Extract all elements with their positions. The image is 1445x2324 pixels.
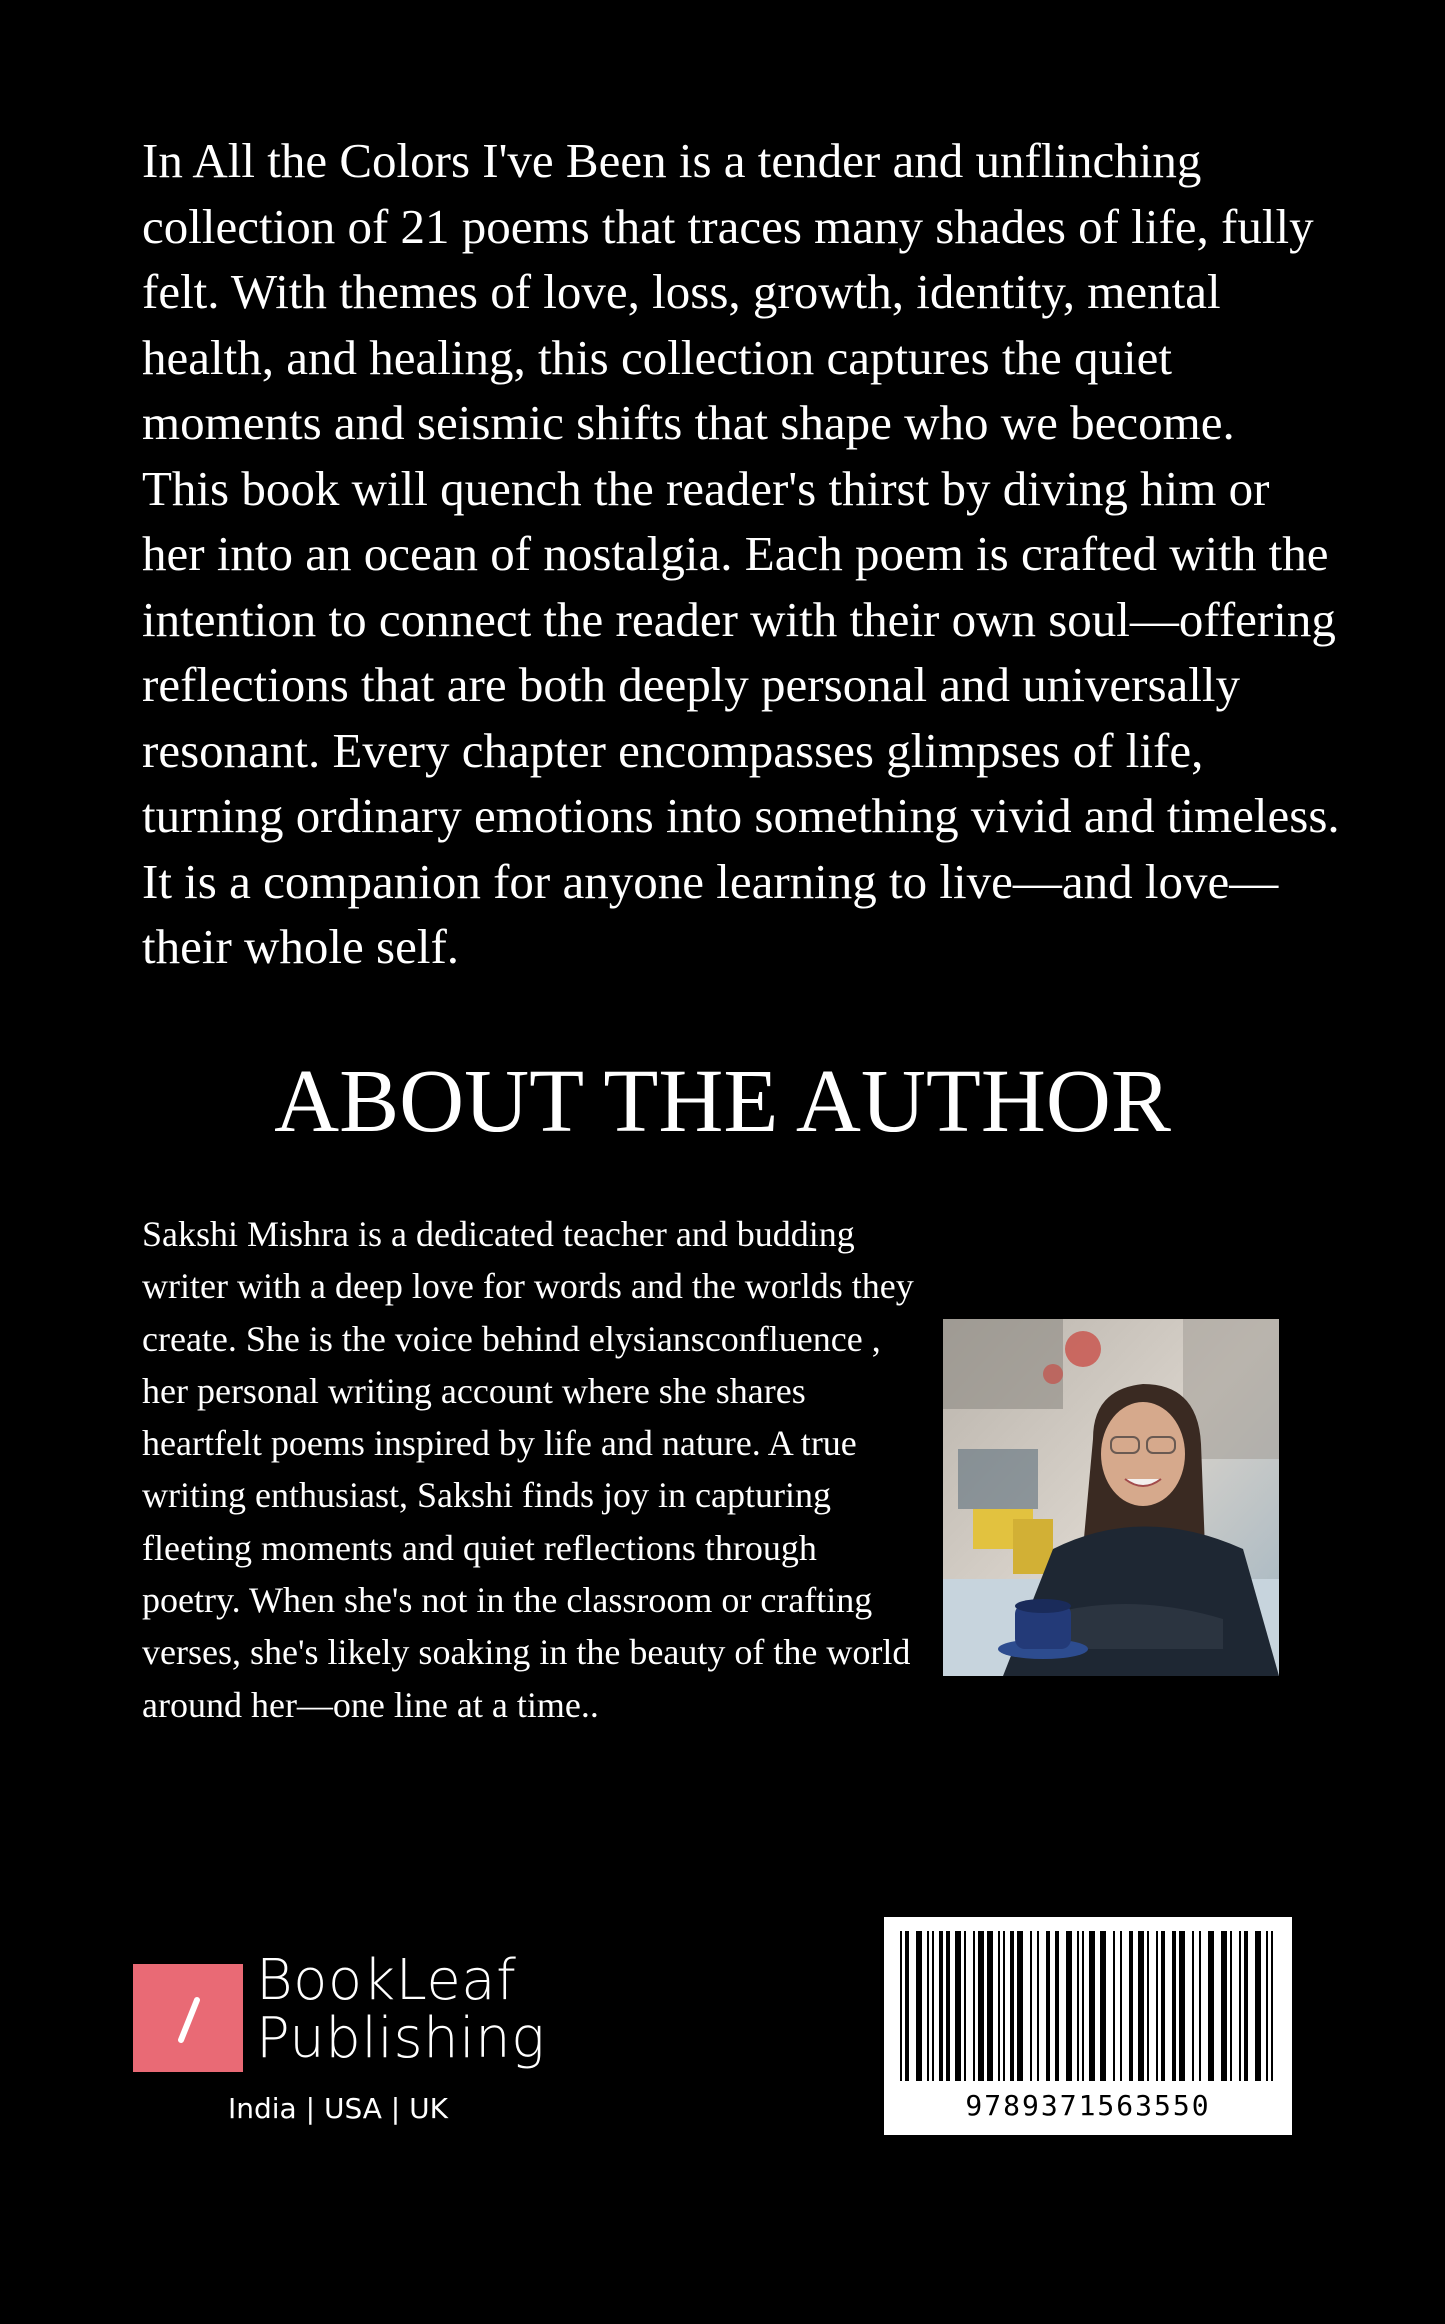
publisher-name [256, 1948, 546, 2071]
barcode-bar [916, 1931, 922, 2081]
barcode-bar [1179, 1931, 1185, 2081]
barcode-bar [1138, 1931, 1144, 2081]
barcode-bar [932, 1931, 934, 2081]
barcode-bar [946, 1931, 950, 2081]
barcode-bar [978, 1931, 984, 2081]
barcode-bars [884, 1917, 1292, 2087]
isbn-number: 9789371563550 [965, 2089, 1211, 2122]
barcode-bar [1230, 1931, 1232, 2081]
book-blurb [142, 128, 1342, 980]
barcode-bar [1129, 1931, 1133, 2081]
barcode-bar [1244, 1931, 1248, 2081]
barcode-bar [1030, 1931, 1032, 2081]
publisher-name-line-1: BookLeaf [256, 1948, 517, 2013]
barcode-bar [1010, 1931, 1014, 2081]
about-author-heading: ABOUT THE AUTHOR [274, 1052, 1171, 1151]
barcode-bar [1055, 1931, 1059, 2081]
barcode-bar [900, 1931, 902, 2081]
barcode-bar [998, 1931, 1000, 2081]
barcode-bar [1266, 1931, 1268, 2081]
barcode-bar [1239, 1931, 1241, 2081]
blurb-paragraph-2: This book will quench the reader's thirst by diving him or her into an ocean of nostalgia. Each poem is crafted with the intention to connect the reader with their own soul—offering reflections that are both deeply personal and universally resonant. Every chapter encompasses glimpses of life, turning ordinary emotions into something vivid and timeless. It is a companion for anyone learning to live—and love—their whole self. [142, 460, 1340, 974]
barcode-bar [1017, 1931, 1023, 2081]
barcode-bar [1100, 1931, 1106, 2081]
barcode-bar [1172, 1931, 1176, 2081]
barcode-bar [1199, 1931, 1201, 2081]
publisher-logo-mark [133, 1964, 243, 2072]
barcode-bar [905, 1931, 909, 2081]
barcode-bar [987, 1931, 993, 2081]
barcode-bar [1003, 1931, 1005, 2081]
barcode-bar [1147, 1931, 1149, 2081]
barcode-bar [1271, 1931, 1273, 2081]
isbn-barcode [884, 1917, 1292, 2135]
barcode-bar [955, 1931, 961, 2081]
barcode-bar [1113, 1931, 1115, 2081]
barcode-bar [927, 1931, 929, 2081]
barcode-bar [1082, 1931, 1084, 2081]
blurb-paragraph-1: In All the Colors I've Been is a tender and unflinching collection of 21 poems that traces many shades of life, fully felt. With themes of love, loss, growth, identity, mental health, and healing, this collection captures the quiet moments and seismic shifts that shape who we become. [142, 133, 1314, 450]
barcode-bar [1037, 1931, 1039, 2081]
barcode-bar [964, 1931, 966, 2081]
barcode-bar [1192, 1931, 1194, 2081]
publisher-regions: India | USA | UK [228, 2092, 448, 2125]
barcode-bar [1089, 1931, 1095, 2081]
barcode-bar [1120, 1931, 1122, 2081]
barcode-bar [1046, 1931, 1050, 2081]
barcode-bar [1221, 1931, 1227, 2081]
author-bio: Sakshi Mishra is a dedicated teacher and budding writer with a deep love for words and the worlds they create. She is the voice behind elysiansconfluence , her personal writing account where she shares heartfelt poems inspired by life and nature. A true writing enthusiast, Sakshi finds joy in capturing fleeting moments and quiet reflections through poetry. When she's not in the classroom or crafting verses, she's likely soaking in the beauty of the world around her—one line at a time.. [142, 1214, 914, 1725]
barcode-bar [1066, 1931, 1072, 2081]
barcode-bar [939, 1931, 943, 2081]
barcode-bar [1077, 1931, 1079, 2081]
author-photo [943, 1319, 1279, 1676]
barcode-bar [1156, 1931, 1158, 2081]
publisher-name-line-2: Publishing [256, 2006, 546, 2071]
barcode-bar [1208, 1931, 1214, 2081]
barcode-bar [1255, 1931, 1261, 2081]
barcode-bar [1161, 1931, 1165, 2081]
barcode-bar [973, 1931, 975, 2081]
